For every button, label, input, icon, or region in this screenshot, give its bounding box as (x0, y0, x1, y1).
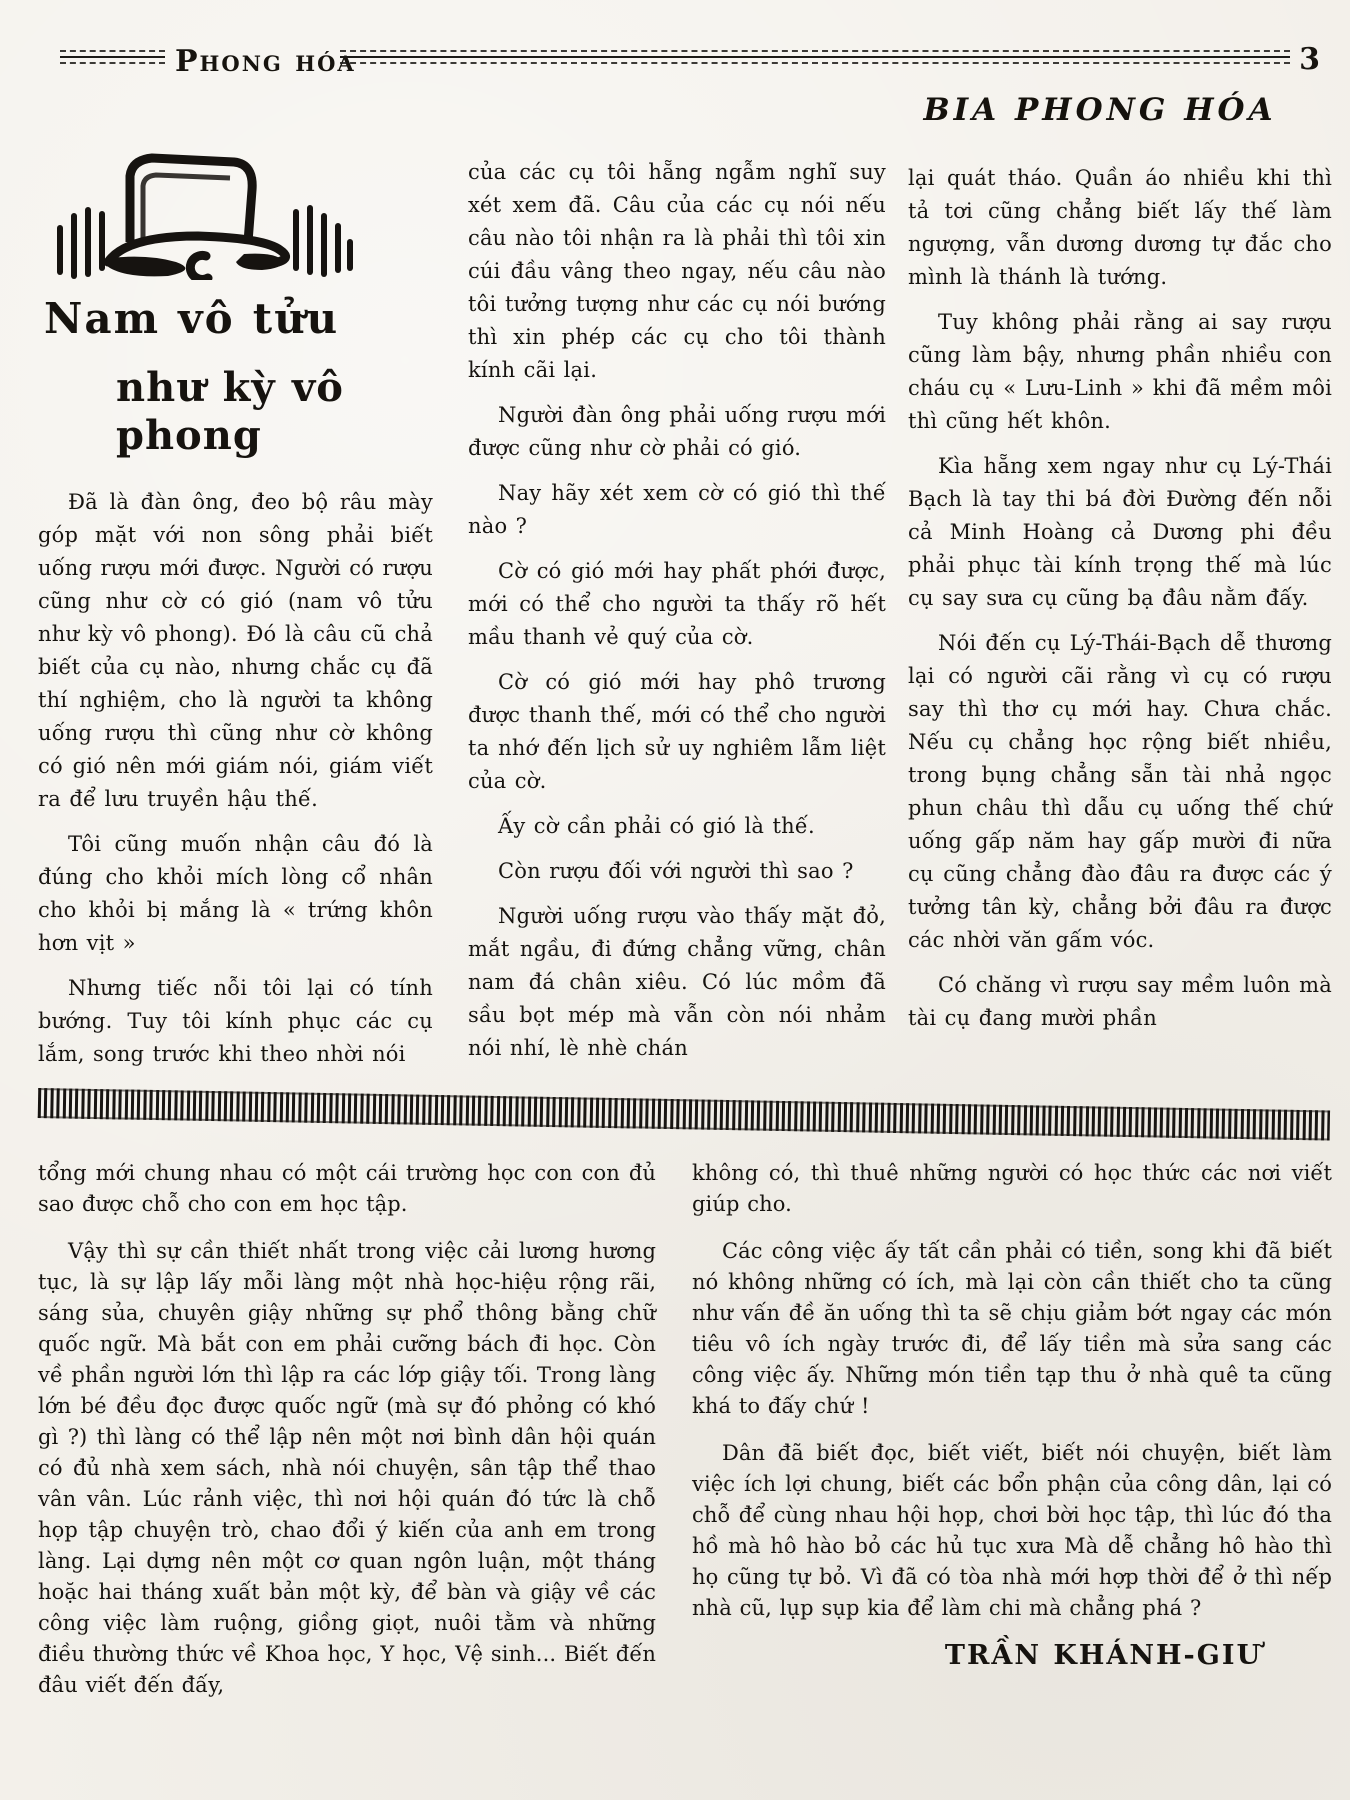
masthead-title: Phong hóa (175, 44, 356, 79)
section-divider (38, 1088, 1330, 1141)
header-rule-right (340, 50, 1290, 68)
article-title-line2: như kỳ vô phong (116, 364, 344, 460)
header-rule-left (60, 50, 165, 68)
paragraph: Dân đã biết đọc, biết viết, biết nói chuyện, biết làm việc ích lợi chung, biết các bổn phận của công dân, lại có chỗ để cùng nhau hội họp, chơi bời học tập, thì lúc đó tha hồ mà hô hào bỏ các hủ tục xưa Mà dễ chẳng hô hào thì họ cũng tự bỏ. Vì đã có tòa nhà mới hợp thời để ở thì nếp nhà cũ, lụp sụp kia để làm chi mà chẳng phá ? (692, 1441, 1332, 1620)
bottom-column-right (692, 1158, 1332, 1687)
paragraph: Cờ có gió mới hay phất phới được, mới có thể cho người ta thấy rõ hết mầu thanh vẻ quý của cờ. (468, 559, 886, 649)
paragraph: Có chăng vì rượu say mềm luôn mà tài cụ đang mười phần (908, 973, 1332, 1030)
paragraph: Kìa hẵng xem ngay như cụ Lý-Thái Bạch là tay thi bá đời Đường đến nỗi cả Minh Hoàng cả Dương phi đều phải phục tài kính trọng thế mà lúc cụ say sưa cụ cũng bạ đâu nằm đấy. (908, 454, 1332, 610)
paragraph: Đã là đàn ông, đeo bộ râu mày góp mặt với non sông phải biết uống rượu mới được. Người có rượu cũng như cờ có gió (nam vô tửu như kỳ vô phong). Đó là câu cũ chả biết của cụ nào, nhưng chắc cụ đã thí nghiệm, cho là người ta không uống rượu thì cũng như cờ không có gió nên mới giám nói, giám viết ra để lưu truyền hậu thế. (38, 490, 433, 812)
page-header (40, 42, 1320, 88)
paragraph: của các cụ tôi hẵng ngẫm nghĩ suy xét xem đã. Câu của các cụ nói nếu câu nào tôi nhận ra là phải thì tôi xin cúi đầu vâng theo ngay, nếu câu nào tôi tưởng tượng như các cụ nói bướng thì xin phép các cụ cho tôi thành kính cãi lại. (468, 160, 886, 382)
paragraph: Tuy không phải rằng ai say rượu cũng làm bậy, nhưng phần nhiều con cháu cụ « Lưu-Linh » khi đã mềm môi thì cũng hết khôn. (908, 310, 1332, 433)
page-number: 3 (1299, 42, 1320, 77)
paragraph: Người uống rượu vào thấy mặt đỏ, mắt ngầu, đi đứng chẳng vững, chân nam đá chân xiêu. Có lúc mồm đã sầu bọt mép mà vẫn còn nói nhảm nói nhí, lè nhè chán (468, 904, 886, 1060)
article-column-2 (468, 156, 886, 1077)
paragraph: Vậy thì sự cần thiết nhất trong việc cải lương hương tục, là sự lập lấy mỗi làng một nhà học-hiệu rộng rãi, sáng sủa, chuyên giậy những sự phổ thông bằng chữ quốc ngữ. Mà bắt con em phải cưỡng bách đi học. Còn về phần người lớn thì lập ra các lớp giậy tối. Trong làng lớn bé đều đọc được quốc ngữ (mà sự đó phỏng có khó gì ?) thì làng có thể lập nên một nơi bình dân hội quán có đủ nhà xem sách, nhà nói chuyện, sân tập thể thao vân vân. Lúc rảnh việc, thì nơi hội quán đó tức là chỗ họp tập chuyện trò, chao đổi ý kiến của anh em trong làng. Lại dựng nên một cơ quan ngôn luận, một tháng hoặc hai tháng xuất bản một kỳ, để bàn và giậy về các công việc làm ruộng, giồng giọt, nuôi tằm và những điều thường thức về Khoa học, Y học, Vệ sinh... Biết đến đâu viết đến đấy, (38, 1239, 656, 1697)
paragraph: tổng mới chung nhau có một cái trường học con con đủ sao được chỗ cho con em học tập. (38, 1161, 656, 1216)
section-heading: BIA PHONG HÓA (923, 92, 1277, 128)
author-signature: TRẦN KHÁNH-GIƯ (944, 1640, 1262, 1671)
paragraph: không có, thì thuê những người có học thức các nơi viết giúp cho. (692, 1161, 1332, 1216)
article-column-1 (38, 150, 433, 1083)
paragraph: Còn rượu đối với người thì sao ? (498, 859, 854, 883)
bottom-column-left (38, 1158, 656, 1717)
hat-sketch-illustration (48, 150, 358, 280)
paragraph: Ấy cờ cần phải có gió là thế. (498, 814, 815, 838)
paragraph: Nhưng tiếc nỗi tôi lại có tính bướng. Tuy tôi kính phục các cụ lắm, song trước khi theo nhời nói (38, 976, 433, 1067)
paragraph: Cờ có gió mới hay phô trương được thanh thế, mới có thể cho người ta nhớ đến lịch sử uy nghiêm lẫm liệt của cờ. (468, 670, 886, 793)
article-title-line1: Nam vô tửu (44, 294, 340, 343)
paragraph: Tôi cũng muốn nhận câu đó là đúng cho khỏi mích lòng cổ nhân cho khỏi bị mắng là « trứng khôn hơn vịt » (38, 832, 433, 956)
article-column-3 (908, 162, 1332, 1047)
paragraph: Nay hãy xét xem cờ có gió thì thế nào ? (468, 481, 886, 538)
article-title (38, 294, 433, 460)
paragraph: lại quát tháo. Quần áo nhiều khi thì tả tơi cũng chẳng biết lấy thế làm ngượng, vẫn dương dương tự đắc cho mình là thánh là tướng. (908, 166, 1332, 289)
paragraph: Người đàn ông phải uống rượu mới được cũng như cờ phải có gió. (468, 403, 886, 460)
paragraph: Nói đến cụ Lý-Thái-Bạch dễ thương lại có người cãi rằng vì cụ có rượu say thì thơ cụ mới hay. Chưa chắc. Nếu cụ chẳng học rộng biết nhiều, trong bụng chẳng sẵn tài nhả ngọc phun châu thì dẫu cụ uống thế chứ uống gấp năm hay gấp mười đi nữa cụ cũng chẳng đào đâu ra được các ý tưởng tân kỳ, chẳng bởi đâu ra được các nhời văn gấm vóc. (908, 631, 1332, 952)
paragraph: Các công việc ấy tất cần phải có tiền, song khi đã biết nó không những có ích, mà lại còn cần thiết cho ta cũng như vấn đề ăn uống thì ta sẽ chịu giảm bớt ngay các món tiêu vô ích ngày trước đi, để lấy tiền mà sửa sang các công việc ấy. Những món tiền tạp thu ở nhà quê ta cũng khá to đấy chứ ! (692, 1239, 1332, 1418)
